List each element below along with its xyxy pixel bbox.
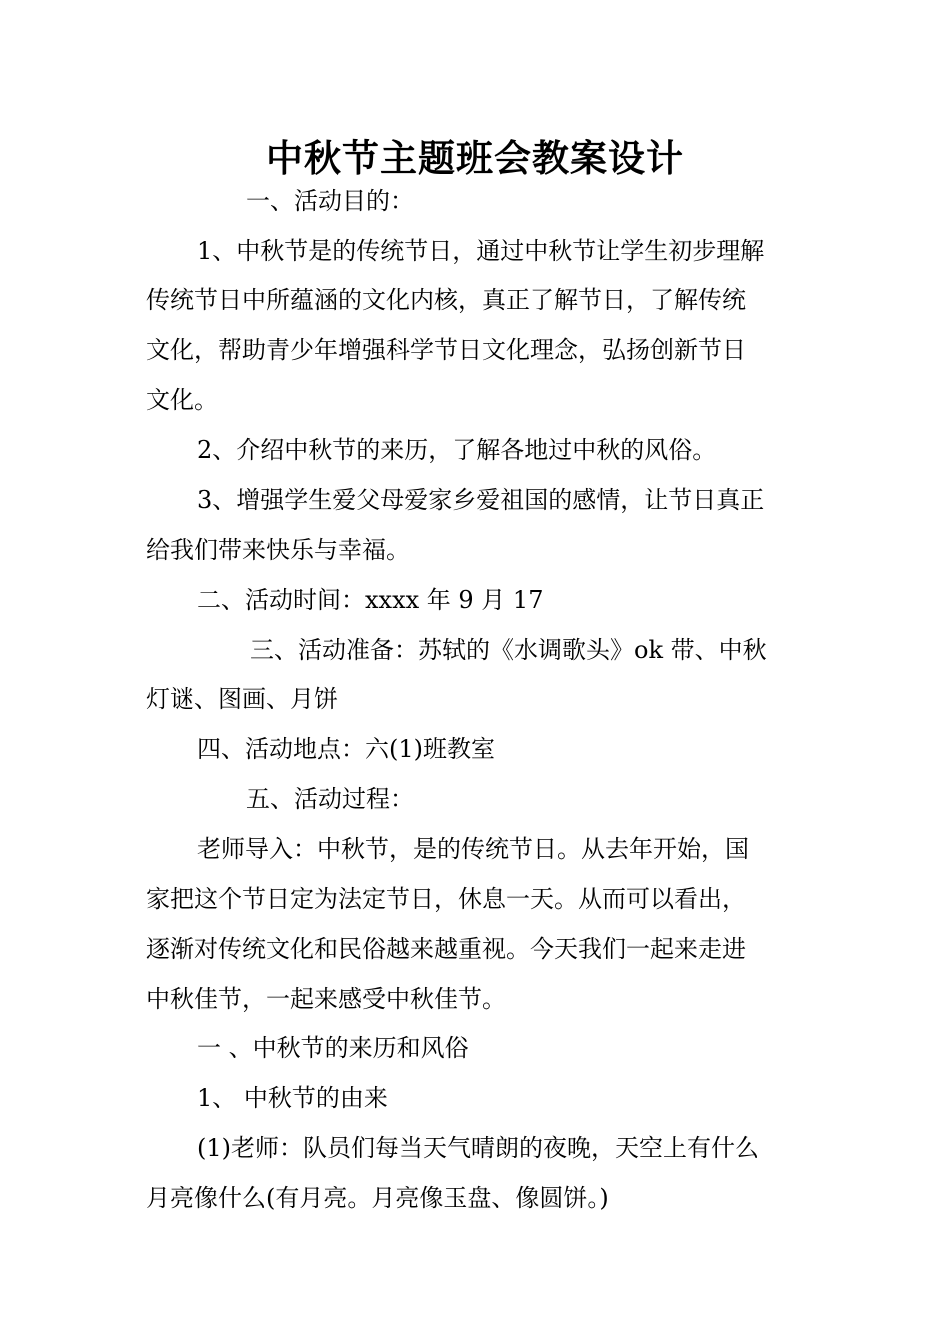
- paragraph-line: 灯谜、图画、月饼: [146, 685, 338, 713]
- paragraph-line: 老师导入：中秋节，是的传统节日。从去年开始，国: [197, 835, 749, 863]
- paragraph-line: 给我们带来快乐与幸福。: [146, 536, 410, 564]
- paragraph-line: 1、中秋节是的传统节日，通过中秋节让学生初步理解: [197, 237, 765, 265]
- section-heading-objectives: 一、活动目的：: [246, 187, 414, 215]
- paragraph-line: 逐渐对传统文化和民俗越来越重视。今天我们一起来走进: [146, 935, 746, 963]
- paragraph-line: 传统节日中所蕴涵的文化内核，真正了解节日，了解传统: [146, 286, 746, 314]
- section-heading-process: 五、活动过程：: [246, 785, 414, 813]
- paragraph-line: 文化，帮助青少年增强科学节日文化理念，弘扬创新节日: [146, 336, 746, 364]
- paragraph-line: 2、介绍中秋节的来历，了解各地过中秋的风俗。: [197, 436, 717, 464]
- paragraph-line: 中秋佳节，一起来感受中秋佳节。: [146, 985, 506, 1013]
- paragraph-line: (1)老师：队员们每当天气晴朗的夜晚，天空上有什么: [197, 1134, 759, 1162]
- paragraph-line: 家把这个节日定为法定节日，休息一天。从而可以看出，: [146, 885, 746, 913]
- paragraph-line: 3、增强学生爱父母爱家乡爱祖国的感情，让节日真正: [197, 486, 765, 514]
- section-heading-time: 二、活动时间：xxxx 年 9 月 17: [197, 586, 544, 614]
- subsection-heading: 一 、中秋节的来历和风俗: [197, 1034, 469, 1062]
- section-heading-preparation: 三、活动准备：苏轼的《水调歌头》ok 带、中秋: [250, 636, 767, 664]
- subsection-heading: 1、 中秋节的由来: [197, 1084, 388, 1112]
- paragraph-line: 月亮像什么(有月亮。月亮像玉盘、像圆饼。): [146, 1184, 609, 1212]
- document-title: 中秋节主题班会教案设计: [266, 136, 684, 180]
- section-heading-location: 四、活动地点：六(1)班教室: [197, 735, 495, 763]
- paragraph-line: 文化。: [146, 386, 218, 414]
